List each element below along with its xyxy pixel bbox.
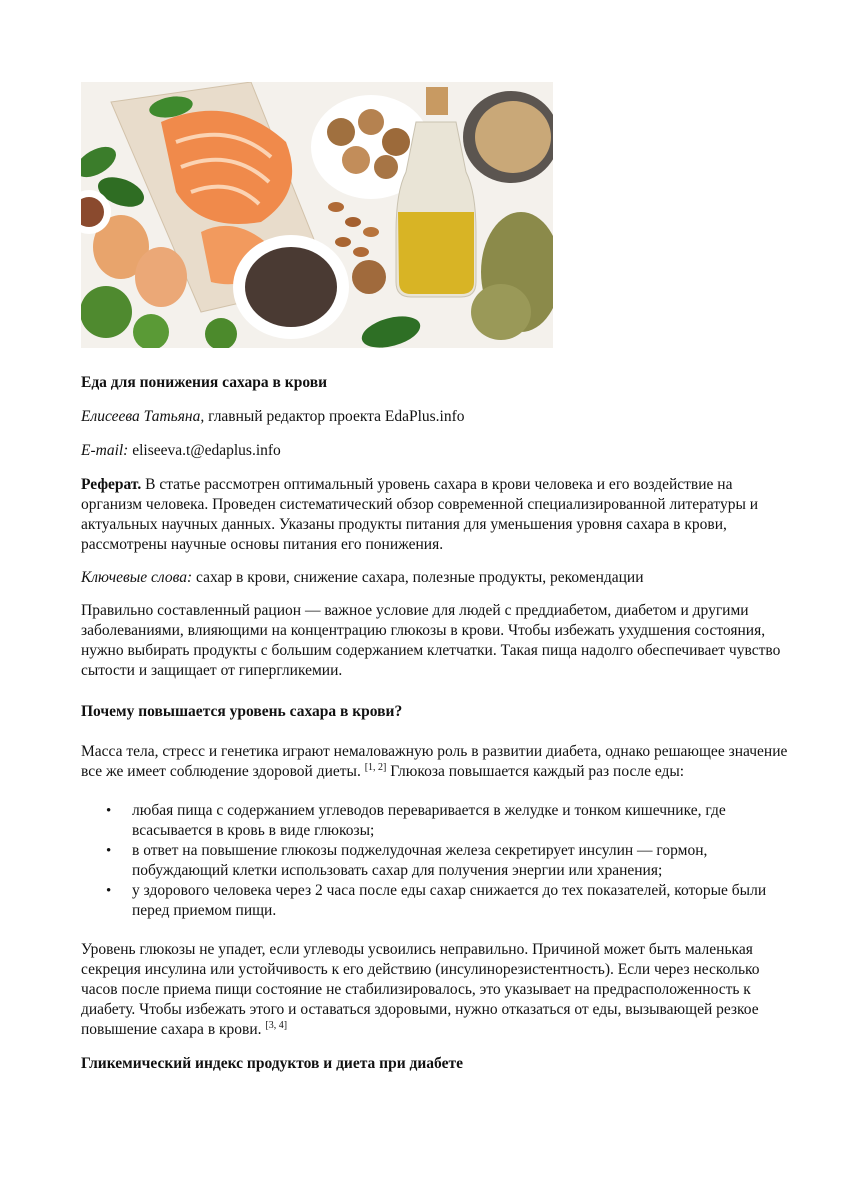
abstract-label: Реферат. [81, 476, 142, 493]
list-item: • у здорового человека через 2 часа после еды сахар снижается до тех показателей, которые были перед приемом пищи. [132, 881, 791, 921]
author-role: главный редактор проекта EdaPlus.info [204, 408, 465, 425]
list-item: • любая пища с содержанием углеводов переваривается в желудке и тонком кишечнике, где всасывается в кровь в виде глюкозы; [132, 801, 791, 841]
email-address[interactable]: eliseeva.t@edaplus.info [128, 442, 281, 459]
section-heading-why: Почему повышается уровень сахара в крови? [81, 703, 403, 720]
insulin-text: Уровень глюкозы не упадет, если углеводы усвоились неправильно. Причиной может быть маленькая секреция инсулина или устойчивость к его действию (инсулинорезистентность). Если через несколько часов после приема пищи состояние не стабилизировалось, это указывает на предрасположенность к диабету. Чтобы избежать этого и оставаться здоровыми, нужно отказаться от еды, вызывающей резкое повышение сахара в крови. [81, 941, 760, 1038]
why-paragraph [81, 742, 791, 782]
section-heading-gi: Гликемический индекс продуктов и диета при диабете [81, 1055, 463, 1072]
abstract-text: В статье рассмотрен оптимальный уровень сахара в крови человека и его воздействие на организм человека. Проведен систематический обзор современной специализированной литературы и актуальных научных данных. Указаны продукты питания для уменьшения уровня сахара в крови, рассмотрены научные основы питания его понижения. [81, 476, 759, 553]
why-text-a: Масса тела, стресс и генетика играют немаловажную роль в развитии диабета, однако решающее значение все же имеет соблюдение здоровой диеты. [81, 743, 788, 780]
keywords-line [81, 568, 791, 588]
citation-ref: [3, 4] [265, 1020, 288, 1031]
keywords-label: Ключевые слова: [81, 569, 193, 586]
why-text-b: Глюкоза повышается каждый раз после еды: [386, 763, 685, 780]
email-line [81, 441, 791, 461]
insulin-paragraph [81, 940, 791, 1040]
food-photo [81, 82, 553, 348]
list-item: • в ответ на повышение глюкозы поджелудочная железа секретирует инсулин — гормон, побуждающий клетки использовать сахар для получения энергии или хранения; [132, 841, 791, 881]
citation-ref: [1, 2] [364, 762, 387, 773]
author-name: Елисеева Татьяна, [81, 408, 205, 425]
food-illustration [81, 82, 553, 348]
abstract-paragraph [81, 475, 791, 555]
glucose-bullet-list [81, 801, 791, 921]
keywords-text: сахар в крови, снижение сахара, полезные продукты, рекомендации [192, 569, 644, 586]
email-label: E-mail: [81, 442, 129, 459]
author-line [81, 407, 791, 427]
intro-paragraph: Правильно составленный рацион — важное условие для людей с преддиабетом, диабетом и другими заболеваниями, влияющими на концентрацию глюкозы в крови. Чтобы избежать ухудшения состояния, нужно выбирать продукты с большим содержанием клетчатки. Такая пища надолго обеспечивает чувство сытости и защищает от гипергликемии. [81, 602, 781, 679]
article-title: Еда для понижения сахара в крови [81, 374, 328, 391]
document-page [81, 82, 791, 1074]
